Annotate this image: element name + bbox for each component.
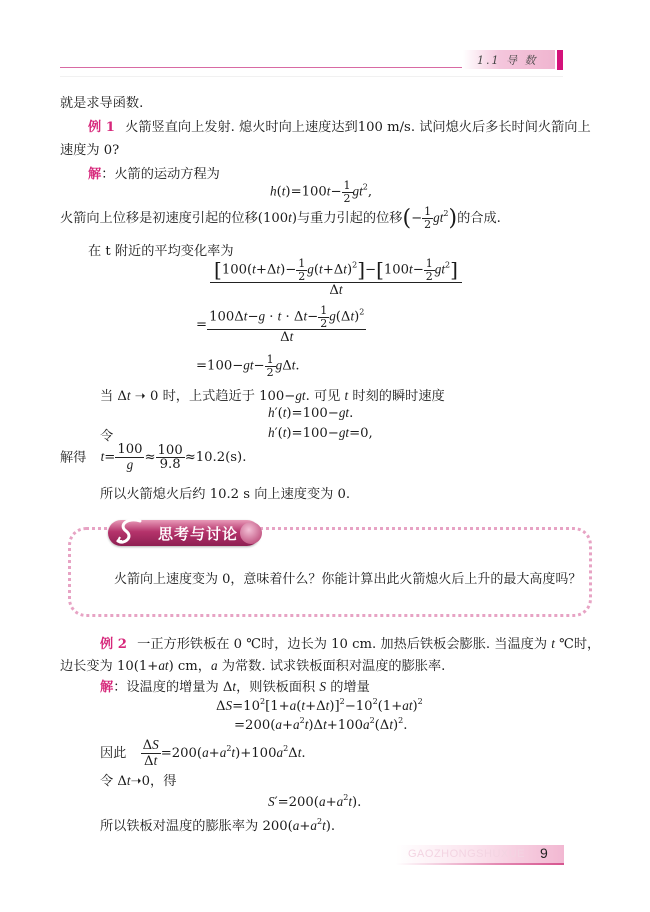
displacement-line: 火箭向上位移是初速度引起的位移(100t)与重力引起的位移(− $\frac{1}{2}$ $gt^2$)的合成. [60,205,501,231]
equation-sprime: $S'=200(a+a^2t)$. [268,793,362,810]
equation-ds-1: $\Delta S=10^2[1+a(t+\Delta t)]^2-10^2(1+at)^2$ [216,697,423,714]
equation-h: h(t)=100t− $\frac{1}{2}$ $gt^2$, [270,179,373,205]
section-marker [557,50,563,70]
solve-label-2: 解 [100,680,114,695]
conclusion-1: 所以火箭熄火后约 10.2 s 向上速度变为 0. [100,487,351,502]
example-2-line-b: 边长变为 10(1+at) cm，a 为常数. 试求铁板面积对温度的膨胀率. [60,658,446,674]
think-discuss-badge [108,520,260,546]
swirl-icon [114,515,148,549]
conclusion-2: 所以铁板对温度的膨胀率为 $200(a+a^2t)$. [100,817,336,834]
fraction-2: = 100Δt−g · t · Δt− $\frac{1}{2}$ $g(\Delta t)^2$ Δt [196,304,365,346]
let-line-2: 令 Δt➝0，得 [100,773,177,789]
example-1-solve [88,163,220,182]
example-1-line-a [88,116,591,135]
example-2-solve: 解：设温度的增量为 Δt，则铁板面积 S 的增量 [100,679,370,695]
therefore-line: 因此 $\frac{\Delta S}{\Delta t}$ $=200(a+a^2t)+100a^2\Delta t$. [100,737,306,769]
solved-label: 解得 [60,450,87,466]
section-title: 1.1 导 数 [477,54,538,67]
let-label: 令 [100,429,114,444]
example-2-line-a: 例 2 一正方形铁板在 0 ℃时，边长为 10 cm. 加热后铁板会膨胀. 当温度为 t ℃时， [100,636,601,652]
solve-label: 解 [88,167,102,182]
section-tab [463,50,555,69]
limit-line: 当 Δt ➝ 0 时，上式趋近于 100−gt. 可见 t 时刻的瞬时速度 [100,388,445,404]
header-rule [60,67,462,68]
equation-3: =100−gt− $\frac{1}{2}$ gΔt. [196,353,300,379]
header-shadow [60,76,563,77]
example-1-text-a: 火箭竖直向上发射. 熄火时向上速度达到100 m/s. 试问熄火后多长时间火箭向上 [125,120,591,135]
intro-line: 就是求导函数. [60,96,144,111]
think-discuss-title: 思考与讨论 [158,525,239,543]
page-number: 9 [540,845,548,861]
fraction-1: [100(t+Δt)− $\frac{1}{2}$ $g(t+\Delta t)^2]-[100t-$ $\frac{1}{2}$ $gt^2$] Δt [210,258,462,298]
solved-line: 解得 t= $\frac{100}{g}$ ≈ $\frac{100}{9.8}$ ≈10.2(s). [60,442,247,473]
solve-text: ：火箭的运动方程为 [101,167,220,182]
footer-series: GAOZHONGSHUXUE [408,848,526,860]
average-rate-line: 在 t 附近的平均变化率为 [88,244,234,259]
therefore-label: 因此 [100,745,127,761]
example-1-line-b: 速度为 0? [60,143,120,158]
badge-end-cap [240,522,262,544]
equation-ds-2: $=200(a+a^2t)\Delta t+100a^2(\Delta t)^2$. [234,716,408,733]
footer-underline [396,863,564,865]
equation-hprime: h′(t)=100−gt. [268,405,354,421]
think-question: 火箭向上速度变为 0，意味着什么？你能计算出此火箭熄火后上升的最大高度吗？ [114,572,582,587]
example-2-label: 例 2 [100,637,127,652]
example-1-label: 例 1 [88,120,115,135]
equation-hprime-zero: h′(t)=100−gt=0, [268,425,373,441]
